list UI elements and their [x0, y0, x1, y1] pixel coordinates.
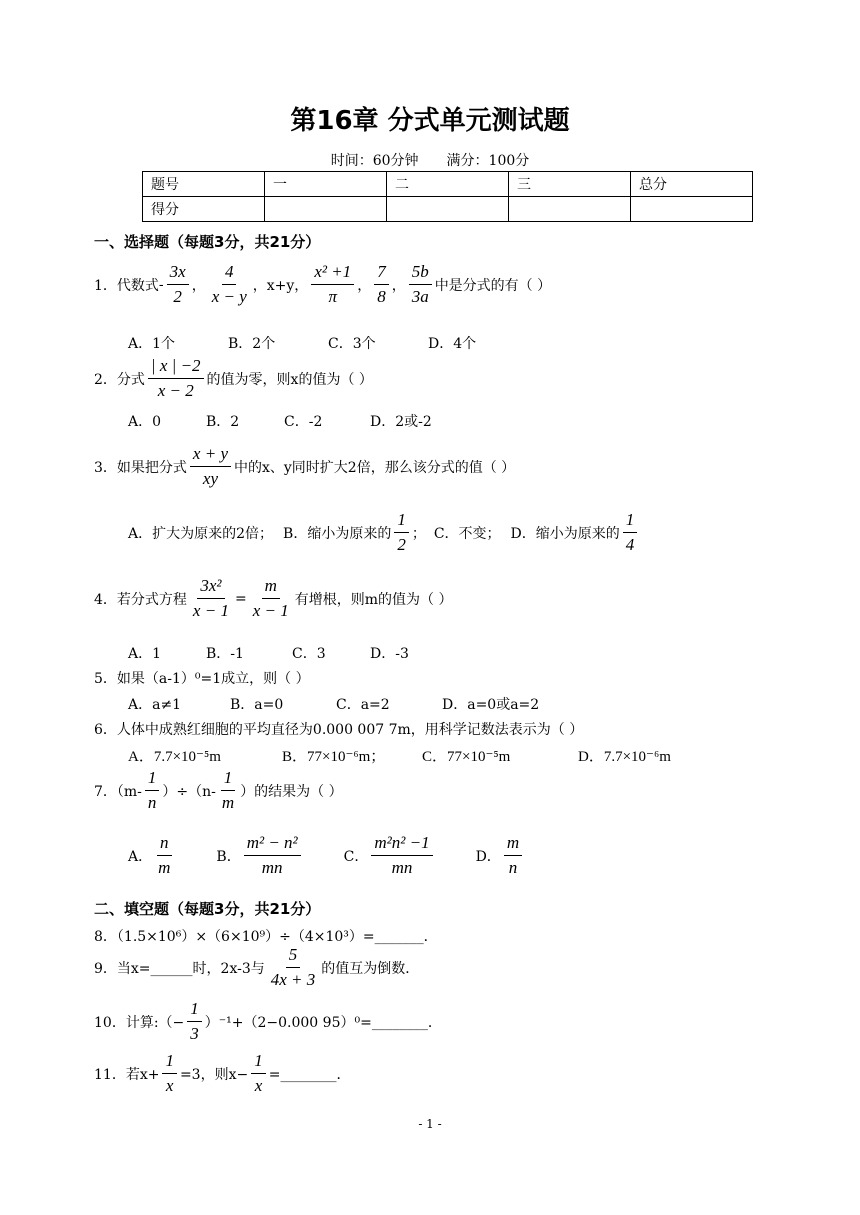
option-d: D．4个: [428, 336, 477, 352]
question-text: =________．: [268, 1066, 351, 1083]
denominator: 2: [397, 535, 406, 554]
numerator: m: [504, 833, 522, 856]
minus-sign: -: [158, 276, 164, 293]
question-3: [94, 444, 515, 489]
question-text: 10．计算:（−: [94, 1014, 185, 1031]
question-4: [94, 576, 452, 621]
question-text: 中的x、y同时扩大2倍，那么该分式的值（ ）: [233, 459, 516, 476]
separator: ；: [411, 525, 426, 542]
option-d: D．: [475, 848, 501, 865]
denominator: mn: [391, 858, 413, 877]
question-2-options: [128, 411, 432, 431]
option-a: A．0: [128, 414, 162, 430]
option-d: D．2或-2: [370, 414, 432, 430]
option-c: C．: [343, 848, 369, 865]
numerator: x² +1: [311, 262, 354, 285]
fraction: [219, 768, 237, 813]
question-5-options: [128, 694, 539, 714]
question-text: 中是分式的有（ ）: [434, 277, 552, 294]
table-cell: 三: [509, 172, 631, 197]
separator: ，: [191, 277, 206, 294]
question-10: [94, 999, 442, 1044]
denominator: 4: [625, 535, 635, 554]
page-number: - 1 -: [418, 1117, 442, 1131]
table-cell: 总分: [631, 172, 753, 197]
question-text: 11．若x+: [94, 1066, 160, 1083]
denominator: n: [508, 858, 518, 877]
question-1-options: [128, 333, 476, 353]
section-heading-choice: 一、选择题（每题3分，共21分）: [94, 233, 321, 251]
fraction: [244, 833, 301, 878]
question-text: ）⁻¹+（2−0.000 95）⁰=________．: [204, 1014, 442, 1031]
fraction: [209, 262, 250, 307]
fraction: [162, 1051, 177, 1096]
question-6: 6．人体中成熟红细胞的平均直径为0.000 007 7m，用科学记数法表示为（ ）: [94, 722, 584, 738]
question-text: 1．代数式: [94, 277, 159, 294]
option-c: C．a=2: [336, 697, 390, 713]
fraction: [190, 444, 231, 489]
option-b: B．2: [206, 414, 240, 430]
fraction: [167, 262, 189, 307]
denominator: xy: [202, 469, 218, 488]
question-7: [94, 768, 343, 813]
question-text: ，x+y，: [252, 277, 309, 294]
table-cell: [631, 197, 753, 222]
question-text: 有增根，则m的值为（ ）: [294, 591, 453, 608]
fraction: [250, 576, 292, 621]
option-a: A．a≠1: [128, 697, 182, 713]
fraction: [251, 1051, 266, 1096]
question-8: 8．（1.5×10⁶）×（6×10⁹）÷（4×10³）=_______．: [94, 929, 438, 945]
score-table: [142, 171, 753, 222]
fraction: [374, 262, 389, 307]
numerator: 3x: [167, 262, 189, 285]
option-a: A．1个: [128, 336, 176, 352]
table-cell: 得分: [143, 197, 265, 222]
numerator: 1: [187, 999, 202, 1022]
option-b: B．: [216, 848, 241, 865]
fraction: [504, 833, 522, 878]
option-b: B．-1: [206, 646, 244, 662]
question-text: 4．若分式方程: [94, 591, 187, 608]
option-d: D．缩小为原来的: [510, 525, 620, 542]
table-cell: 题号: [143, 172, 265, 197]
denominator: π: [328, 287, 338, 306]
subtitle: [0, 150, 860, 170]
denominator: 2: [173, 287, 182, 306]
numerator: n: [157, 833, 172, 856]
denominator: 8: [377, 287, 386, 306]
equals-sign: =: [234, 590, 247, 607]
question-1: [94, 262, 551, 307]
option-d: D．a=0或a=2: [442, 697, 540, 713]
question-11: [94, 1051, 350, 1096]
question-2: [94, 356, 373, 401]
separator: ，: [391, 277, 406, 294]
fraction: [394, 510, 409, 555]
option-a: A．: [128, 848, 153, 865]
denominator: x − y: [211, 287, 247, 306]
fraction: [187, 999, 202, 1044]
numerator: 1: [394, 510, 409, 533]
table-cell: [509, 197, 631, 222]
question-text: 7．（m-: [94, 783, 142, 800]
question-text: 9．当x=______时，2x-3与: [94, 960, 265, 977]
score-table-header-row: [143, 172, 753, 197]
option-b: B．缩小为原来的: [283, 525, 392, 542]
table-cell: [265, 197, 387, 222]
fraction: [145, 768, 160, 813]
numerator: 1: [623, 510, 638, 533]
fraction: [148, 356, 204, 401]
question-text: 的值为零，则x的值为（ ）: [206, 371, 373, 388]
option-c: C．3: [292, 646, 326, 662]
numerator: 1: [162, 1051, 177, 1074]
option-b: B．a=0: [230, 697, 284, 713]
fraction: [268, 945, 319, 990]
denominator: 4x + 3: [270, 970, 316, 989]
question-text: 3．如果把分式: [94, 459, 187, 476]
table-cell: 一: [265, 172, 387, 197]
option-d: D．-3: [370, 646, 409, 662]
table-cell: [387, 197, 509, 222]
option-c: C．3个: [328, 336, 376, 352]
question-5: 5．如果（a-1）⁰=1成立，则（ ）: [94, 671, 310, 687]
time-limit: 时间：60分钟: [330, 153, 419, 169]
numerator: 1: [221, 768, 236, 791]
option-c: C．-2: [284, 414, 323, 430]
numerator: | x | −2: [148, 356, 204, 379]
numerator: 3x²: [197, 576, 224, 599]
question-text: =3，则x−: [179, 1066, 249, 1083]
denominator: x: [165, 1076, 174, 1095]
denominator: 3a: [411, 287, 429, 306]
question-text: 2．分式: [94, 371, 145, 388]
full-score: 满分：100分: [446, 153, 530, 169]
option-b: B．2个: [228, 336, 276, 352]
question-6-options: [128, 745, 671, 766]
fraction: [190, 576, 232, 621]
question-9: [94, 945, 419, 990]
numerator: m: [262, 576, 280, 599]
numerator: m² − n²: [244, 833, 301, 856]
numerator: 5b: [409, 262, 432, 285]
numerator: 1: [145, 768, 160, 791]
question-3-options: [128, 510, 640, 555]
page-title: 第16章 分式单元测试题: [290, 106, 570, 136]
option-d: D．7.7×10⁻⁶m: [578, 749, 671, 765]
numerator: 7: [374, 262, 389, 285]
question-7-options: [128, 833, 525, 878]
fraction: [409, 262, 432, 307]
question-text: 的值互为倒数．: [321, 960, 420, 977]
numerator: x + y: [190, 444, 231, 467]
question-4-options: [128, 643, 409, 663]
numerator: 4: [222, 262, 237, 285]
denominator: n: [147, 793, 157, 812]
denominator: m: [158, 858, 171, 877]
question-text: ）÷（n-: [162, 783, 216, 800]
denominator: x − 2: [157, 381, 194, 400]
numerator: 5: [286, 945, 301, 968]
section-heading-fill: 二、填空题（每题3分，共21分）: [94, 900, 321, 918]
denominator: x − 1: [192, 601, 229, 620]
denominator: x: [254, 1076, 263, 1095]
denominator: x − 1: [252, 601, 289, 620]
question-text: ）的结果为（ ）: [240, 783, 343, 800]
denominator: m: [221, 793, 235, 812]
option-a: A．7.7×10⁻⁵m: [128, 749, 221, 765]
fraction: [311, 262, 354, 307]
fraction: [371, 833, 432, 878]
fraction: [155, 833, 173, 878]
option-c: C．不变；: [433, 525, 501, 542]
option-b: B．77×10⁻⁶m；: [282, 749, 386, 765]
option-c: C．77×10⁻⁵m: [422, 749, 511, 765]
denominator: mn: [261, 858, 283, 877]
table-cell: 二: [387, 172, 509, 197]
fraction: [623, 510, 638, 555]
denominator: 3: [190, 1024, 199, 1043]
numerator: m²n² −1: [371, 833, 432, 856]
separator: ，: [357, 277, 372, 294]
numerator: 1: [251, 1051, 266, 1074]
score-table-score-row: [143, 197, 753, 222]
option-a: A．1: [128, 646, 162, 662]
option-a: A．扩大为原来的2倍；: [128, 525, 274, 542]
